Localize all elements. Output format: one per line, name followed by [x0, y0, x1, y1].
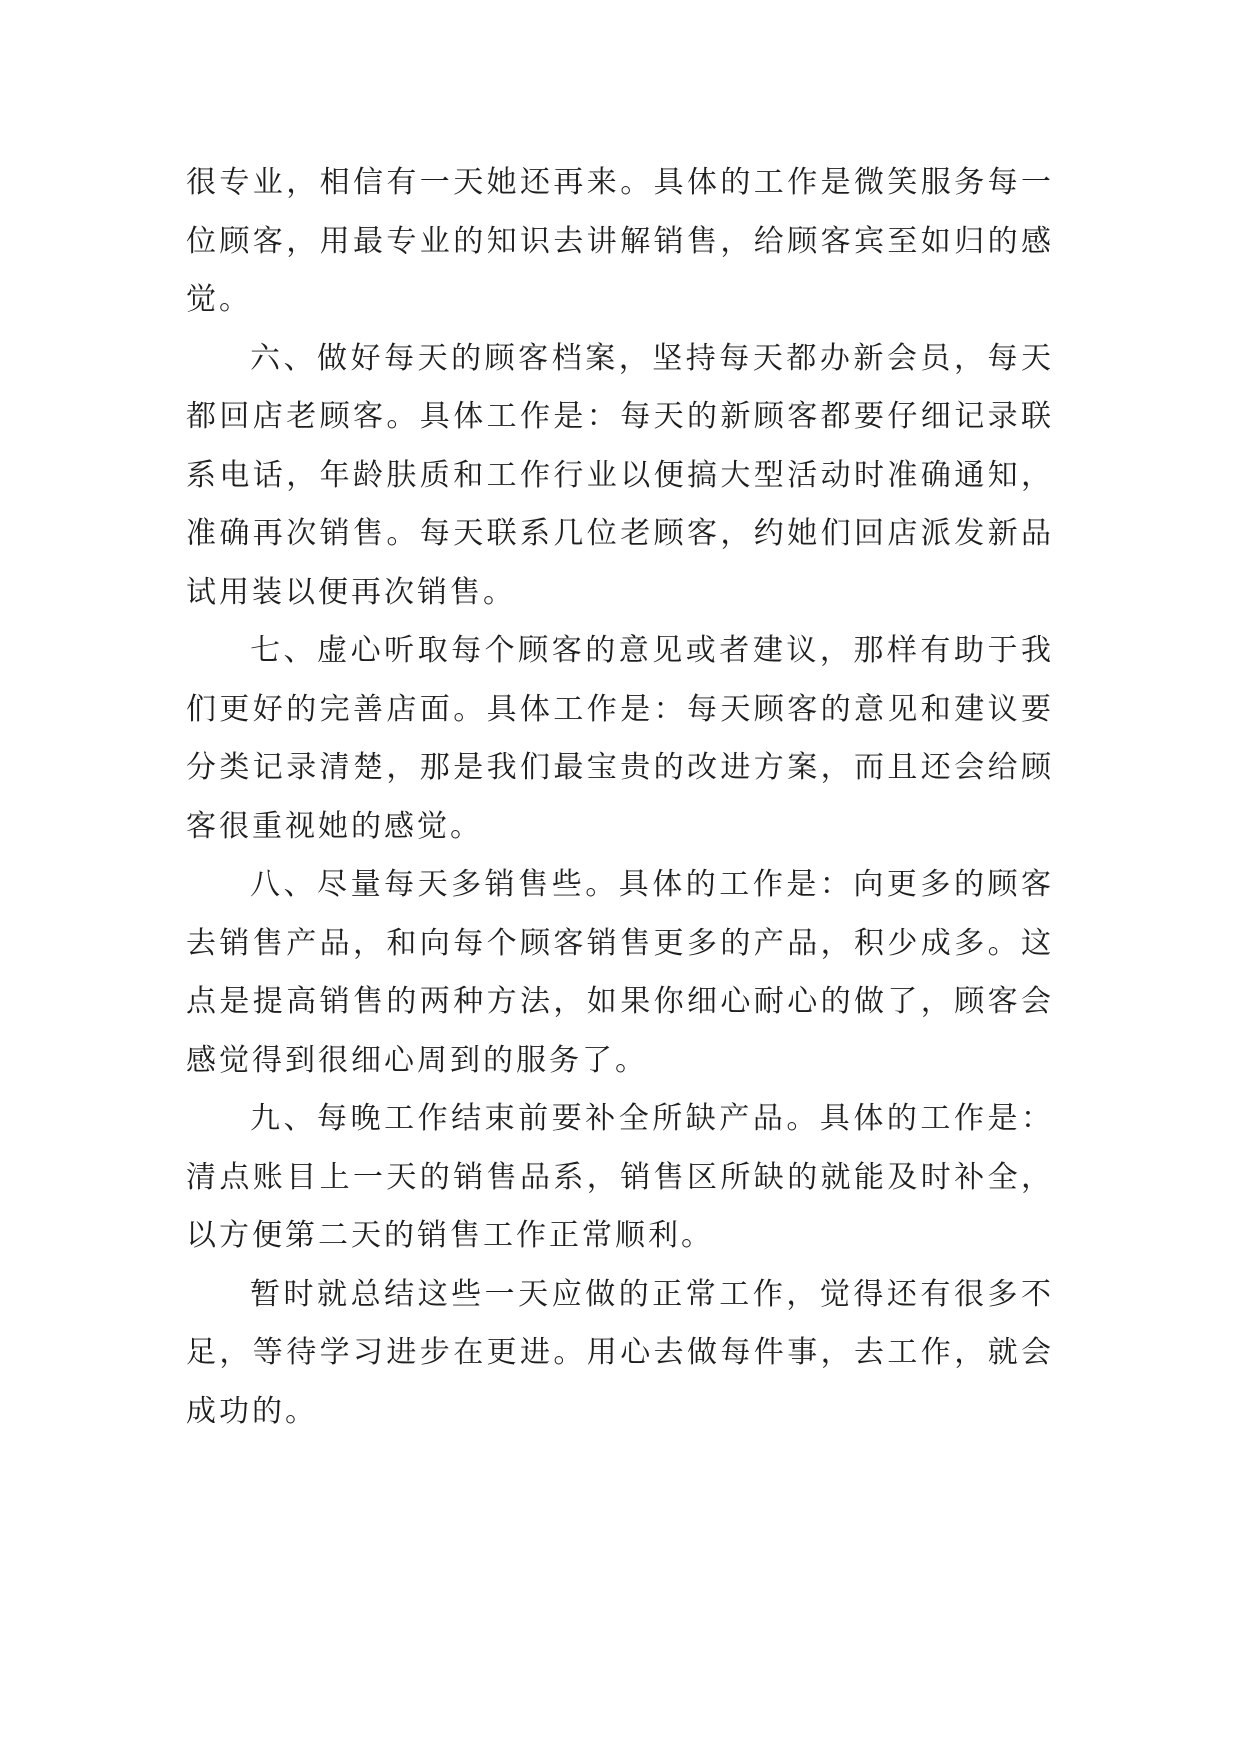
paragraph-item-nine: 九、每晚工作结束前要补全所缺产品。具体的工作是：清点账目上一天的销售品系，销售区所缺的就能及时补全，以方便第二天的销售工作正常顺利。 — [186, 1101, 1054, 1253]
paragraph-item-six: 六、做好每天的顾客档案，坚持每天都办新会员，每天都回店老顾客。具体工作是：每天的新顾客都要仔细记录联系电话，年龄肤质和工作行业以便搞大型活动时准确通知，准确再次销售。每天联系几位老顾客，约她们回店派发新品试用装以便再次销售。 — [186, 340, 1054, 610]
paragraph-item-eight: 八、尽量每天多销售些。具体的工作是：向更多的顾客去销售产品，和向每个顾客销售更多的产品，积少成多。这点是提高销售的两种方法，如果你细心耐心的做了，顾客会感觉得到很细心周到的服务了。 — [186, 867, 1054, 1078]
paragraph-continuation: 很专业，相信有一天她还再来。具体的工作是微笑服务每一位顾客，用最专业的知识去讲解销售，给顾客宾至如归的感觉。 — [186, 165, 1054, 317]
document-body — [186, 154, 1054, 1441]
paragraph-conclusion: 暂时就总结这些一天应做的正常工作，觉得还有很多不足，等待学习进步在更进。用心去做每件事，去工作，就会成功的。 — [186, 1276, 1054, 1429]
paragraph-item-seven: 七、虚心听取每个顾客的意见或者建议，那样有助于我们更好的完善店面。具体工作是：每天顾客的意见和建议要分类记录清楚，那是我们最宝贵的改进方案，而且还会给顾客很重视她的感觉。 — [186, 633, 1054, 844]
